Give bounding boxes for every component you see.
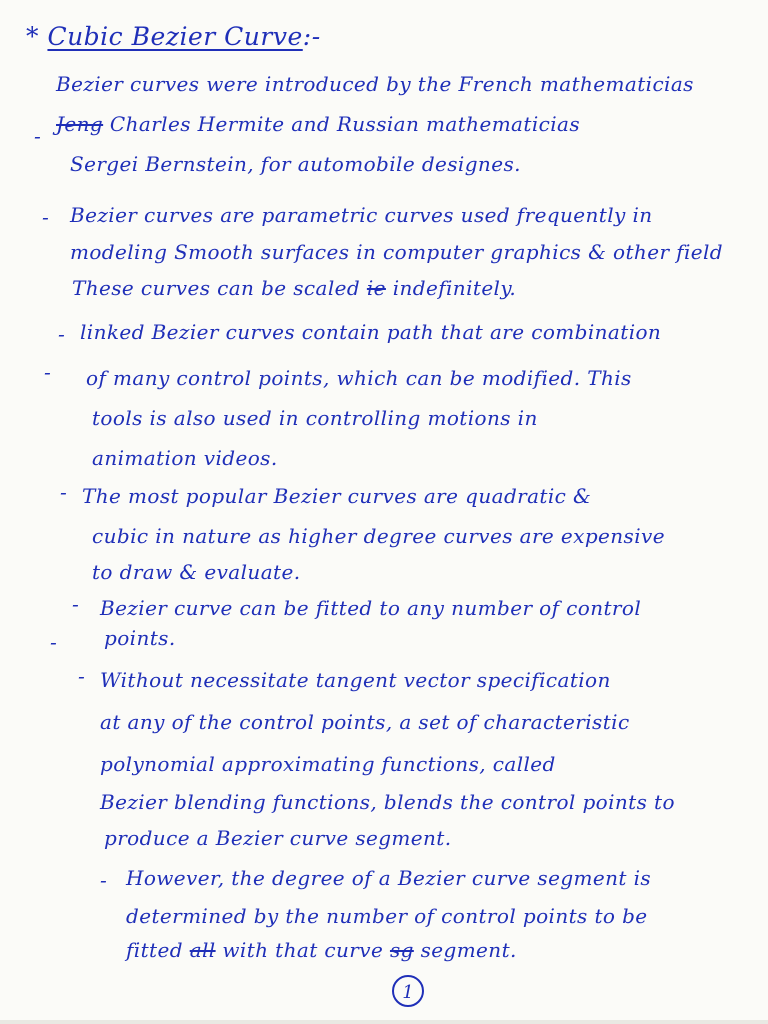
note-line: Bezier curve can be fitted to any number of control: [100, 596, 642, 620]
note-line: Bezier curves are parametric curves used frequently in: [70, 203, 653, 227]
note-line: [126, 938, 517, 962]
bullet-dash: -: [34, 124, 41, 148]
heading-suffix: :-: [302, 22, 321, 51]
bullet-dash: -: [78, 664, 85, 688]
bullet-dash: -: [58, 322, 65, 346]
heading-title: Cubic Bezier Curve: [47, 22, 303, 51]
line-text: with that curve: [222, 938, 384, 962]
bullet-dash: -: [72, 592, 79, 616]
note-line: determined by the number of control points to be: [126, 904, 648, 928]
heading-marker: *: [26, 22, 39, 51]
struck-word: sg: [389, 938, 414, 962]
note-line: cubic in nature as higher degree curves are expensive: [92, 524, 665, 548]
note-line: [72, 276, 516, 300]
note-line: polynomial approximating functions, called: [100, 752, 556, 776]
note-line: Bezier curves were introduced by the French mathematicias: [56, 72, 694, 96]
page-heading: [26, 22, 321, 51]
bullet-dash: -: [44, 360, 51, 384]
struck-word: all: [189, 938, 216, 962]
bullet-dash: -: [100, 868, 107, 892]
note-line: Sergei Bernstein, for automobile designes.: [70, 152, 521, 176]
note-line: modeling Smooth surfaces in computer graphics & other field: [70, 240, 724, 264]
note-line: produce a Bezier curve segment.: [104, 826, 452, 850]
note-line: at any of the control points, a set of characteristic: [100, 710, 630, 734]
note-line: Bezier blending functions, blends the control points to: [100, 790, 675, 814]
note-line: Without necessitate tangent vector specification: [100, 668, 611, 692]
line-text: fitted: [126, 938, 183, 962]
note-line: linked Bezier curves contain path that are combination: [80, 320, 662, 344]
paper-edge: [0, 1020, 768, 1024]
bullet-dash: -: [50, 630, 57, 654]
struck-word: Jeng: [56, 112, 104, 136]
line-text: Charles Hermite and Russian mathematicias: [109, 112, 580, 136]
line-text: These curves can be scaled: [72, 276, 361, 300]
line-text: indefinitely.: [392, 276, 517, 300]
bullet-dash: -: [60, 480, 67, 504]
note-line: [56, 112, 580, 136]
struck-word: ie: [366, 276, 386, 300]
note-line: of many control points, which can be modified. This: [86, 366, 632, 390]
line-text: segment.: [420, 938, 517, 962]
note-line: animation videos.: [92, 446, 278, 470]
note-line: tools is also used in controlling motions in: [92, 406, 538, 430]
note-line: However, the degree of a Bezier curve segment is: [126, 866, 652, 890]
note-line: points.: [104, 626, 176, 650]
note-line: The most popular Bezier curves are quadratic &: [82, 484, 592, 508]
bullet-dash: -: [42, 205, 49, 229]
page-number: 1: [392, 975, 424, 1007]
note-line: to draw & evaluate.: [92, 560, 301, 584]
